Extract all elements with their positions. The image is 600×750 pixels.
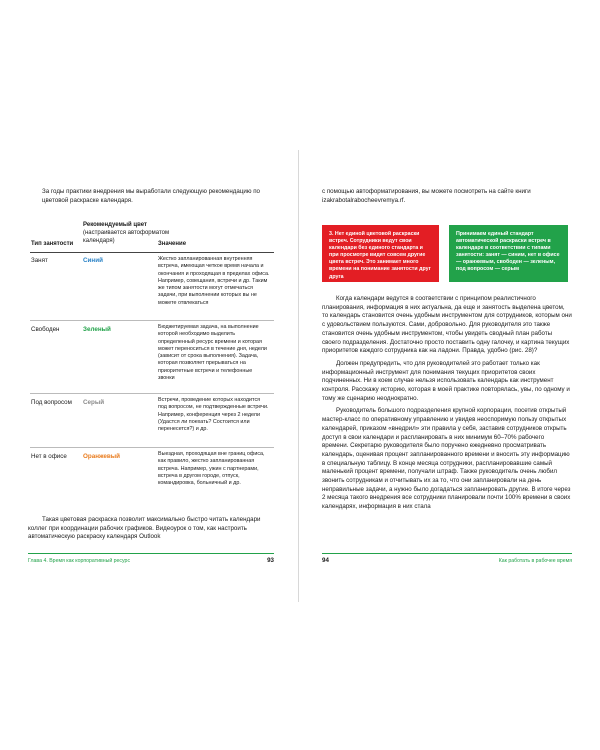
row-meaning: Жестко запланированная внутренняя встреча, имеющая четкое время начала и окончания и проходящая в пределах офиса. Например, совещания, встречи и др. Таким же типом занятости могут отмечаться задачи, при выполнении которых вы не можете отвлекаться <box>158 256 270 306</box>
left-page-number: 93 <box>267 557 274 564</box>
table-header <box>30 219 274 253</box>
table-row <box>30 393 274 448</box>
closing-paragraph: Такая цветовая раскраска позволит максимально быстро читать календари коллег при координации рабочих графиков. Видеоурок о том, как настроить автоматическую раскраску календаря Outlook <box>28 516 261 541</box>
header-color-label: Рекомендуемый цвет <box>83 222 147 228</box>
row-meaning: Встречи, проведение которых находится под вопросом, не подтвержденные встречи. Например, конференция через 2 недели (Удастся ли поехать? Состоится или перенесется?) и др. <box>158 397 269 433</box>
table-row <box>30 320 274 394</box>
row-color: Оранжевый <box>83 453 121 460</box>
right-body <box>322 295 572 516</box>
page-gutter <box>298 150 299 602</box>
header-meaning: Значение <box>158 241 187 247</box>
header-type: Тип занятости <box>31 241 74 247</box>
header-color-note: (настраивается автоформатом календаря) <box>83 230 170 244</box>
left-footer <box>28 553 274 568</box>
row-meaning: Бюджетируемая задача, на выполнение которой необходимо выделить определенный ресурс времени и которая может переноситься в течение дня, недели (зависит от срока выполнения). Задача, которая позволяет прерываться на приоритетные встречи и телефонные звонки <box>158 324 267 382</box>
table-row <box>30 447 274 507</box>
body-paragraph: Когда календари ведутся в соответствии с принципом реалистичного планирования, информация в них актуальна, да еще и занятость выделена цветом, то календарь становится очень удобным инструментом для сотрудников, которым они с удовольствием пользуются. Сами, добровольно. Для руководителя это также становится очень удобным инструментом, чтобы увидеть сводный план работы своего подразделения. Достаточно просто поставить одну галочку, и картина текущих приоритетов каждого сотрудника как на ладони. Правда, удобно (рис. 28)? <box>322 295 572 355</box>
intro-paragraph: За годы практики внедрения мы выработали следующую рекомендацию по цветовой раскраске календаря. <box>42 188 260 204</box>
table-row <box>30 253 274 321</box>
body-paragraph: Должен предупредить, что для руководителей это работает только как информационный инструмент для понимания текущих приоритетов своих подчиненных. Ни в коем случае нельзя использовать календарь как инструмент контроля. Расскажу историю, которая в моей практике повторялась, увы, по одному и тому же сценарию неоднократно. <box>322 359 570 402</box>
problem-callout: 3. Нет единой цветовой раскраски встреч. Сотрудники ведут свои календари без единого стандарта и при просмотре видят совсем другие цвета встреч. Это занимает много времени на понимание занятости друг друга <box>322 225 439 282</box>
left-page-intro <box>28 188 274 205</box>
color-coding-table <box>30 219 274 487</box>
left-footer-title: Глава 4. Время как корпоративный ресурс <box>28 558 131 564</box>
row-color: Синий <box>83 257 103 264</box>
right-page-number: 94 <box>322 557 329 564</box>
right-footer <box>322 553 572 568</box>
row-type: Свободен <box>31 326 60 333</box>
row-type: Под вопросом <box>31 399 72 406</box>
solution-callout: Принимаем единый стандарт автоматической раскраски встреч в календаре в соответствии с типами занятости: занят — синим, нет в офисе — оранжевым, свободен — зеленым, под вопросом — серым <box>449 225 568 282</box>
row-type: Занят <box>31 257 48 264</box>
body-paragraph: Руководитель большого подразделения крупной корпорации, посетив открытый мастер-класс по оперативному управлению и увидев неоспоримую пользу открытых календарей, приказом «внедрил» эти правила у себя, заставив сотрудников открыть доступ в свои календари и распланировать в них минимум 60–70% рабочего времени. Секретарю руководителя было поручено ежедневно просматривать календарь, оценивая процент запланированного времени и вносить эту информацию в специальную таблицу. В конце месяца сотрудники, распланировавшие самый маленький процент времени, получали штраф. Также руководитель очень любил звонить сотрудникам и отчитывать их за то, что они запланировали на день неправильные задачи, а нужно было догадаться запланировать другие. В итоге через 2 месяца такого внедрения все сотрудники планировали почти 100% времени в своих календарях, информация в них стала <box>322 407 571 511</box>
row-meaning: Выездная, проходящая вне границ офиса, как правило, жестко запланированная встреча. Например, ужин с партнерами, встреча в другом городе, отпуск, командировка, больничный и др. <box>158 451 265 487</box>
row-color: Серый <box>83 399 105 406</box>
right-footer-title: Как работать в рабочее время <box>498 558 572 564</box>
row-color: Зеленый <box>83 326 111 333</box>
right-top-text: с помощью автоформатирования, вы можете посмотреть на сайте книги izakrabotalrabocheevremya.rf. <box>322 188 531 204</box>
row-type: Нет в офисе <box>31 453 67 460</box>
